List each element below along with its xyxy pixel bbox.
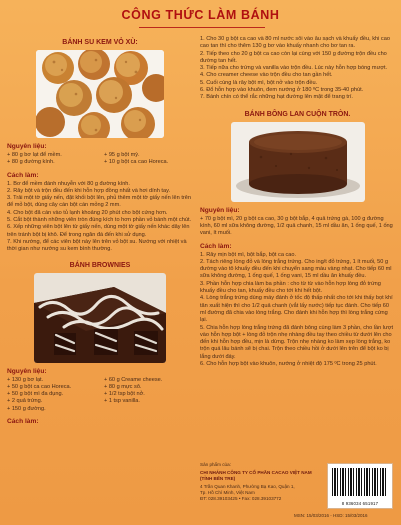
step: 3. Tiếp nữa cho trứng và vanilla vào trộn đều. Lúc này hỗn hợp bóng mượt. [200,65,388,72]
roll-steps [200,252,395,369]
ingredient-item: + 150 g đường. [7,405,46,412]
company-name: CHI NHÁNH CÔNG TY CỔ PHẦN CACAO VIỆT NAM (TỈNH BẾN TRE) [200,470,312,481]
choux-steps [7,181,193,254]
ingredient-item: + 1/2 tsp bột nở. [104,391,145,398]
choux-title: BÁNH SU KEM VỎ XÙ: [62,39,138,46]
step: 2. Tiếp theo cho 20 g bột ca cao còn lại cùng với 150 g đường trộn đều cho đường tan hết. [200,50,387,64]
page-title: CÔNG THỨC LÀM BÁNH [121,8,280,22]
barcode-bars [332,468,388,496]
step: 2. Tách riêng lòng đỏ và lòng trắng trứng. Cho ing/t đỏ trứng, 1 ít muối, 50 g đường vào tô khuấy đều đến khi chuyển sang màu vàng nhạt. Cho tiếp 60 ml sữa không đường, 1 ống quế, 1 ống vani, 15 ml dầu ăn khuấy đều. [200,258,392,280]
step: 7. Bánh chín có thể rắc những hạt đường lên mặt để trang trí. [200,94,353,101]
address-line: 4 Trần Quan Khanh, Phường Bạ Kao, Quận 1, [200,484,295,489]
brownies-photo [34,273,166,363]
step: 3. Trải một tờ giấy nến, đặt khối bột lên, phủ thêm một tờ giấy nến lên trên để mỏ bột, dùng cây cán bột cán mỏng 2 mm. [7,195,191,209]
roll-title: BÁNH BÔNG LAN CUỘN TRÒN. [244,110,351,118]
ingredient-item: + 50 g bột ca cao Horeca. [7,383,72,390]
brownies-steps [200,36,395,102]
producer-info [200,462,324,502]
choux-method-title: Cách làm: [7,171,39,179]
left-column [7,36,193,427]
brownies-ingredients-title: Nguyên liệu: [7,367,47,375]
choux-ingredients [7,152,193,167]
ingredient-item: + 60 g Creame cheese. [104,376,163,383]
ingredient-item: + 130 g bơ lạt. [7,376,44,383]
step: 6. Đổ hỗn hợp vào khuôn, đem nướng ở 180 ºC trong 35-40 phút. [200,87,364,94]
ingredient-item: + 80 g đường kính. [7,159,55,166]
step: 1. Bơ để mềm đánh nhuyễn với 80 g đường kính. [7,180,130,187]
step: 5. Chia hỗn hợp lòng trắng trứng đã đánh bông cùng làm 3 phần, cho lần lượt vào hỗn hợp bột + lòng đỏ trộn nhẹ nhàng đều tay theo chiều từ dưới lên cho đến khi hỗn hợp đều, mịn là dừng. Trộn nhẹ nhàng ko làm xẹp lòng trắng, ko trộn quá lâu bánh sẽ bị chai. Trộn theo chiều hồi ở dưới lên trên để bột ko bị lắng dưới đáy. [200,324,394,360]
ingredient-item: + 95 g bột mỳ. [104,152,140,158]
barcode [327,463,393,509]
step: 5. Cuối cùng là rây bột mì, bột nở vào trộn đều. [200,79,318,86]
address-line: ĐT: 028.39103425 • Fax: 028.39103772 [200,496,282,501]
producer-label: Sản phẩm của: [200,462,231,467]
roll-photo [231,122,365,202]
step: 3. Phần hỗn hợp chia làm ba phần : cho từ từ vào hỗn hợp lòng đỏ trứng khuấy đều cho tan, khuấy đều cho tới khi hết bột. [200,280,381,295]
step: 7. Khi nướng, để các viên bột này lên trên vỏ bột su. Nướng với nhiệt và thời gian như nướng su kem bình thường. [7,238,187,253]
brownies-title: BÁNH BROWNIES [69,261,131,269]
step: 6. Xếp những viên bột lên từ giấy nến, dùng một tờ giấy nến khác dây lên trên tránh bột bị khô. Để trong ngăn đá đến khi sử dụng. [7,224,190,238]
brownies-method-title: Cách làm: [7,418,39,426]
ingredient-item: + 50 g bột mì đa dụng. [7,391,64,398]
roll-ingredients: + 70 g bột mì, 20 g bột ca cao, 30 g bột bắp, 4 quả trứng gà, 100 g đường kính, 60 ml sữa không đường, 1/2 quả chanh, 15 ml dầu ăn, 1 ống quế, 1 ống vani, ít muối. [200,215,393,237]
ingredient-item: + 10 g bột ca cao Horeca. [104,159,169,166]
step: 2. Rây bột và trộn đều đến khi hỗn hợp đồng nhất và hơi dính tay. [7,187,171,194]
roll-ingredients-title: Nguyên liệu: [200,206,240,214]
ingredient-item: + 1 tsp vanilla. [104,398,140,405]
ingredient-item: + 80 g mực sô. [104,383,142,390]
barcode-number: 8 936034 651917 [341,501,379,506]
ingredient-item: + 80 g bơ lạt để mềm. [7,152,62,158]
step: 4. Lòng trắng trứng dùng máy đánh ở tốc độ thấp nhất cho tới khi thấy bọt khí tăn xuất hiện thì cho 1/2 quả chanh (vắt lấy nước) tiếp tục đánh. Cho tiếp 60 ml đường đã chia vào lòng trắng. Cho đánh khi hỗn hợp thì lòng trắng cứng lại. [200,295,393,324]
right-column [200,36,395,368]
title-underline [139,27,265,28]
step: 4. Cho creamer cheese vào trộn đều cho tan gần hết. [200,72,333,79]
step: 6. Cho hỗn hợp bột vào khuôn, nướng ở nhiệt độ 175 ºC trong 25 phút. [200,361,377,368]
step: 1. Rây mịn bột mì, bột bắp, bột ca cao. [200,251,297,258]
brownies-ingredients [7,377,193,413]
choux-ingredients-title: Nguyên liệu: [7,143,47,150]
ingredient-item: + 2 quả trứng. [7,398,43,405]
step: 5. Cắt bột thành những viên tròn đúng kích to hơn phần vỏ bánh một chút. [7,217,192,224]
address-line: Tp. Hồ Chí Minh, Việt Nam [200,490,255,495]
step: 1. Cho 30 g bột ca cao và 80 ml nước sôi vào âu sạch và khuấy đều, khi cao cao tan thì cho thêm 130 g bơ vào khuấy nhanh cho bơ tan ra. [200,36,390,50]
step: 4. Cho bột đã cán vào tủ lạnh khoảng 20 phút cho bột cứng hơn. [7,209,168,216]
roll-method-title: Cách làm: [200,242,232,250]
choux-photo [36,50,164,138]
production-dates: MSN: 15/03/2016 - HSD: 15/03/2016 [294,513,368,518]
